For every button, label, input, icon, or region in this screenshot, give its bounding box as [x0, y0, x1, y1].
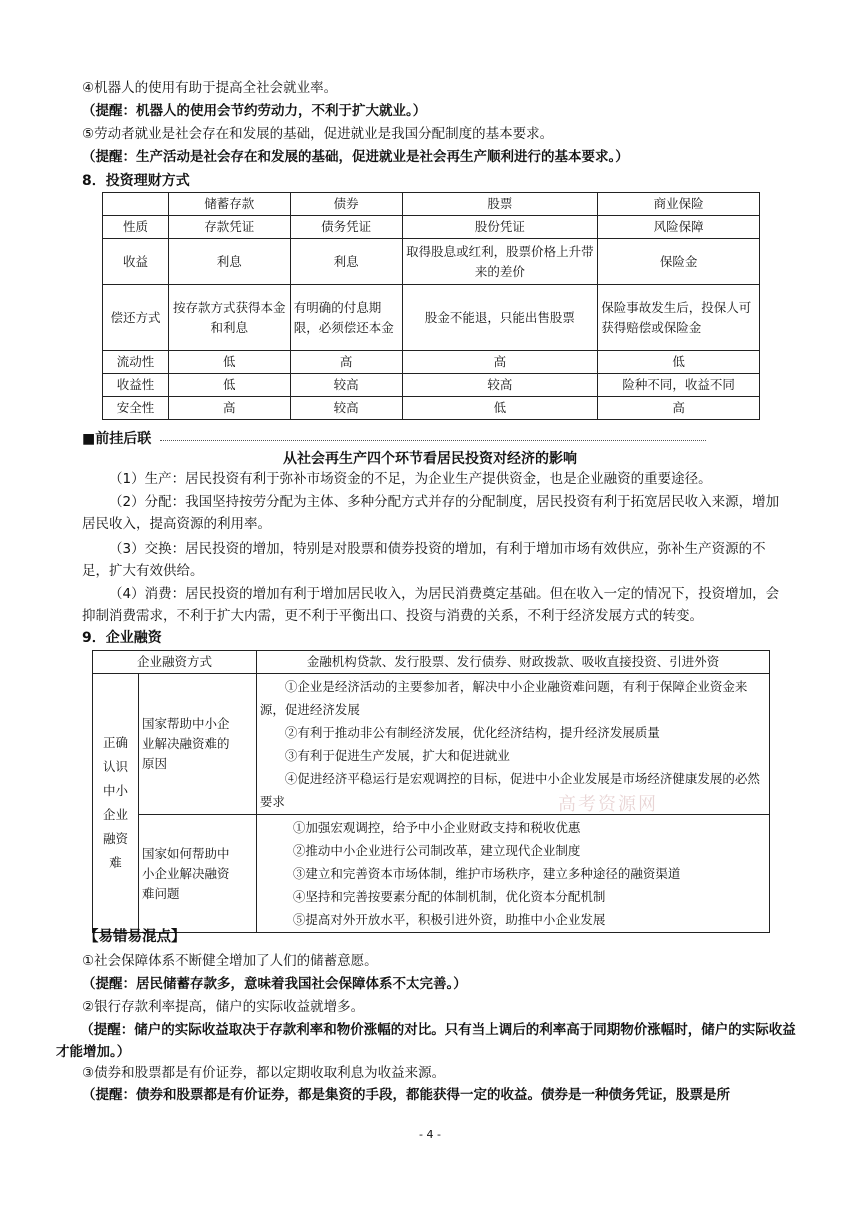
- table-cell: 股份凭证: [402, 216, 598, 239]
- table-row: [103, 397, 760, 420]
- how-label-text: 国家如何帮助中小企业解决融资难问题: [141, 845, 230, 901]
- why-item: ②有利于推动非公有制经济发展，优化经济结构，提升经济发展质量: [284, 725, 660, 740]
- table-header-row: [103, 193, 760, 216]
- how-item: ⑤提高对外开放水平，积极引进外资，助推中小企业发展: [292, 912, 606, 927]
- how-cell: [256, 815, 769, 933]
- linked-paragraph-1: （1）生产：居民投资有利于弥补市场资金的不足，为企业生产提供资金，也是企业融资的重要途径。: [109, 471, 712, 487]
- table-cell: 存款凭证: [168, 216, 290, 239]
- hint-2: （提醒：生产活动是社会存在和发展的基础，促进就业是社会再生产顺利进行的基本要求。）: [82, 149, 629, 165]
- table-row: [103, 285, 760, 351]
- table-cell: 低: [168, 374, 290, 397]
- how-item: ④坚持和完善按要素分配的体制机制，优化资本分配机制: [292, 889, 606, 904]
- header-cell: 商业保险: [598, 193, 760, 216]
- table-cell: 利息: [168, 239, 290, 285]
- table-cell: 取得股息或红利，股票价格上升带来的差价: [402, 239, 598, 285]
- section-9-title: 9．企业融资: [82, 630, 162, 646]
- table-cell: 较高: [402, 374, 598, 397]
- how-item: ③建立和完善资本市场体制，维护市场秩序，建立多种途径的融资渠道: [292, 866, 681, 881]
- table-cell: 利息: [290, 239, 402, 285]
- table-cell: 安全性: [103, 397, 169, 420]
- why-item: ①企业是经济活动的主要参加者，解决中小企业融资难问题，有利于保障企业资金来源，促进经济发展: [259, 679, 748, 717]
- table-cell: 收益: [103, 239, 169, 285]
- how-label: [138, 815, 256, 933]
- table-cell: 保险事故发生后，投保人可获得赔偿或保险金: [598, 285, 760, 351]
- confusion-hint-3: （提醒：债券和股票都是有价证券，都是集资的手段，都能获得一定的收益。债券是一种债务凭证，股票是所: [82, 1087, 730, 1103]
- linked-paragraph-2: （2）分配：我国坚持按劳分配为主体、多种分配方式并存的分配制度，居民投资有利于拓宽居民收入来源，增加居民收入，提高资源的利用率。: [82, 494, 780, 532]
- side-label-text: 正确认识中小企业融资难: [102, 735, 128, 870]
- table-cell: 按存款方式获得本金和利息: [168, 285, 290, 351]
- table-cell: 高: [402, 351, 598, 374]
- dotted-divider: [160, 440, 706, 441]
- confusion-title: 【易错易混点】: [84, 929, 186, 945]
- table-row: [93, 815, 770, 933]
- table-cell: 较高: [290, 397, 402, 420]
- table-cell: 高: [598, 397, 760, 420]
- why-label: [138, 674, 256, 815]
- confusion-hint-2: （提醒：储户的实际收益取决于存款利率和物价涨幅的对比。只有当上调后的利率高于同期物价涨幅时，储户的实际收益才能增加。）: [56, 1022, 796, 1060]
- financing-table: [92, 650, 770, 933]
- table-row: [103, 216, 760, 239]
- table-cell: 股金不能退，只能出售股票: [402, 285, 598, 351]
- linked-label: ■前挂后联: [82, 431, 152, 447]
- why-item: ④促进经济平稳运行是宏观调控的目标，促进中小企业发展是市场经济健康发展的必然要求: [259, 771, 760, 809]
- section-8-title: 8．投资理财方式: [82, 173, 190, 189]
- how-item: ②推动中小企业进行公司制改革，建立现代企业制度: [292, 843, 581, 858]
- table-cell: 偿还方式: [103, 285, 169, 351]
- why-item: ③有利于促进生产发展，扩大和促进就业: [284, 748, 510, 763]
- why-label-text: 国家帮助中小企业解决融资难的原因: [141, 716, 230, 771]
- table-cell: 性质: [103, 216, 169, 239]
- linked-paragraph-3: （3）交换：居民投资的增加，特别是对股票和债券投资的增加，有利于增加市场有效供应，弥补生产资源的不足，扩大有效供给。: [82, 541, 766, 579]
- page-number: - 4 -: [419, 1128, 441, 1141]
- statement-4: ④机器人的使用有助于提高全社会就业率。: [82, 80, 338, 96]
- statement-5: ⑤劳动者就业是社会存在和发展的基础，促进就业是我国分配制度的基本要求。: [82, 126, 554, 142]
- header-cell: 股票: [402, 193, 598, 216]
- watermark-logo: 高考资源网: [558, 794, 658, 815]
- why-cell: [256, 674, 769, 815]
- header-cell: 储蓄存款: [168, 193, 290, 216]
- table-row: [93, 674, 770, 815]
- table-cell: 保险金: [598, 239, 760, 285]
- table-row: [103, 351, 760, 374]
- table-row: [103, 374, 760, 397]
- table-cell: 有明确的付息期限，必须偿还本金: [290, 285, 402, 351]
- header-cell: 债券: [290, 193, 402, 216]
- linked-title: 从社会再生产四个环节看居民投资对经济的影响: [283, 451, 577, 467]
- side-label: [93, 674, 139, 933]
- table-cell: 债务凭证: [290, 216, 402, 239]
- method-label: 企业融资方式: [93, 651, 257, 674]
- table-cell: 流动性: [103, 351, 169, 374]
- table-row: [93, 651, 770, 674]
- how-item: ①加强宏观调控，给予中小企业财政支持和税收优惠: [292, 820, 581, 835]
- header-cell: [103, 193, 169, 216]
- confusion-hint-1: （提醒：居民储蓄存款多，意味着我国社会保障体系不太完善。）: [82, 976, 467, 992]
- table-cell: 险种不同，收益不同: [598, 374, 760, 397]
- table-cell: 低: [168, 351, 290, 374]
- confusion-1: ①社会保障体系不断健全增加了人们的储蓄意愿。: [82, 953, 378, 969]
- table-cell: 收益性: [103, 374, 169, 397]
- hint-1: （提醒：机器人的使用会节约劳动力，不利于扩大就业。）: [82, 103, 427, 119]
- table-cell: 较高: [290, 374, 402, 397]
- confusion-2: ②银行存款利率提高，储户的实际收益就增多。: [82, 999, 365, 1015]
- table-cell: 风险保障: [598, 216, 760, 239]
- linked-paragraph-4: （4）消费：居民投资的增加有利于增加居民收入，为居民消费奠定基础。但在收入一定的情况下，投资增加，会抑制消费需求，不利于扩大内需，更不利于平衡出口、投资与消费的关系，不利于经济发展方式的转变。: [82, 586, 780, 624]
- confusion-3: ③债券和股票都是有价证券，都以定期收取利息为收益来源。: [82, 1065, 446, 1081]
- method-value: 金融机构贷款、发行股票、发行债券、财政拨款、吸收直接投资、引进外资: [256, 651, 769, 674]
- table-cell: 高: [290, 351, 402, 374]
- investment-table: [102, 192, 760, 420]
- table-row: [103, 239, 760, 285]
- table-cell: 高: [168, 397, 290, 420]
- table-cell: 低: [598, 351, 760, 374]
- table-cell: 低: [402, 397, 598, 420]
